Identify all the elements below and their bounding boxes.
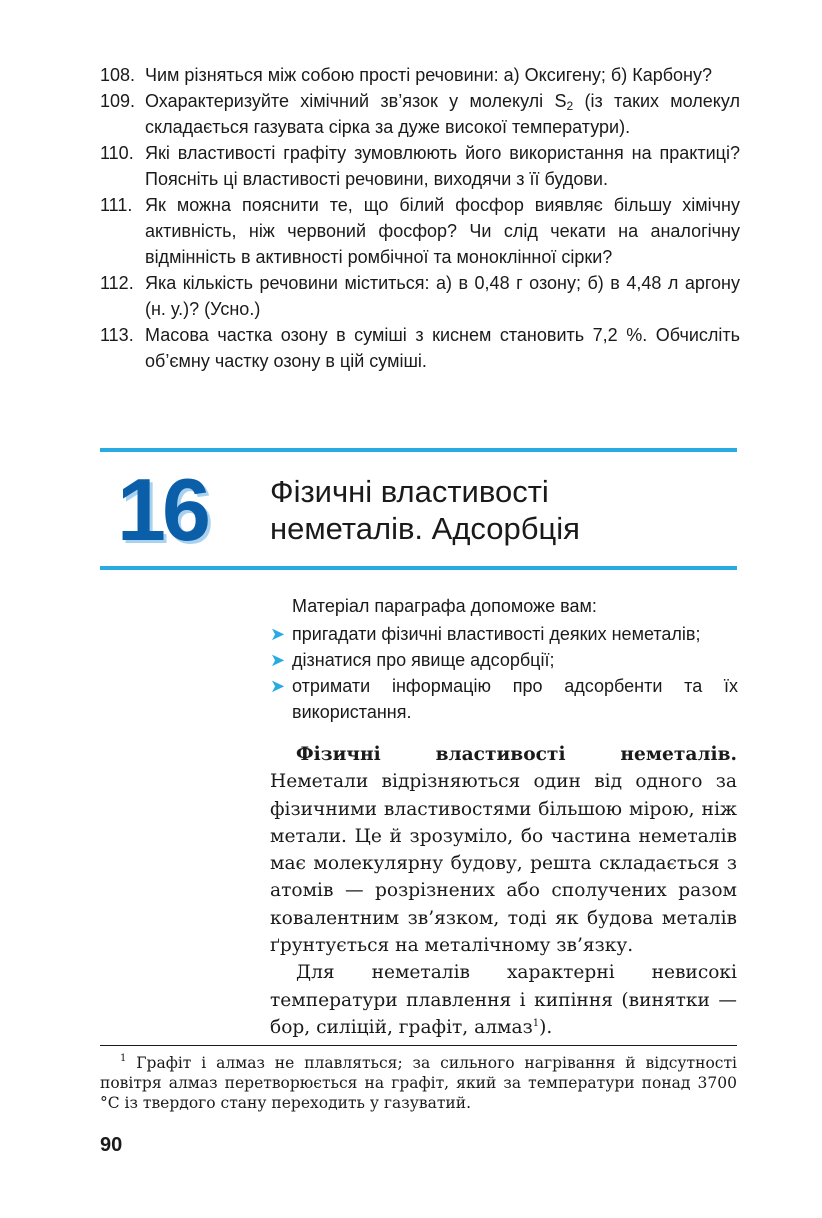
question-text: Які властивості графіту зумовлюють його використання на практиці? Поясніть ці властивості речовини, виходячи з її будови.	[145, 143, 740, 189]
question-list	[100, 62, 740, 374]
objectives-heading: Матеріал параграфа допоможе вам:	[292, 596, 597, 616]
objective-item: ➤ пригадати фізичні властивості деяких неметалів;	[270, 621, 738, 647]
footnote-text: Графіт і алмаз не плавляться; за сильного нагрівання й відсутності повітря алмаз перетворюється на графіт, який за температури понад 3700 °С із твердого стану переходить у газуватий.	[100, 1054, 737, 1112]
chapter-top-rule	[100, 448, 737, 452]
question-item	[100, 88, 740, 140]
paragraph: Фізичні властивості неметалів. Неметали відрізняються один від одного за фізичними властивостями більшою мірою, ніж метали. Це й зрозуміло, бо частина неметалів має молекулярну будову, решта складається з атомів — розрізнених або сполучених разом ковалентним зв’язком, тоді як будова металів ґрунтується на металічному зв’язку.	[270, 744, 737, 957]
chapter-title-line: Фізичні властивості	[270, 474, 549, 509]
footnote	[100, 1053, 737, 1113]
question-number: 109.	[100, 91, 136, 111]
objective-item: ➤ дізнатися про явище адсорбції;	[270, 647, 738, 673]
question-number: 111.	[100, 195, 133, 215]
question-number: 108.	[100, 65, 136, 85]
question-number: 113.	[100, 325, 134, 345]
question-text: Як можна пояснити те, що білий фосфор виявляє більшу хімічну активність, ніж червоний фосфор? Чи слід чекати на аналогічну відмінність в активності ромбічної та моноклінної сірки?	[145, 195, 740, 267]
question-item	[100, 140, 740, 192]
chapter-title-line: неметалів. Адсорбція	[270, 511, 580, 546]
chapter-bottom-rule	[100, 566, 737, 570]
arrow-bullet-icon: ➤	[270, 676, 286, 696]
question-text: Чим різняться між собою прості речовини: а) Оксигену; б) Карбону?	[145, 65, 712, 85]
question-number: 110.	[100, 143, 134, 163]
section-heading: Фізичні властивості неметалів.	[296, 744, 737, 765]
question-text: Охарактеризуйте хімічний зв’язок у молекулі $S_2$ (із таких молекул складається газувата сірка за дуже високої температури).	[145, 91, 740, 137]
subscript: 2	[566, 99, 574, 113]
footnote-rule	[100, 1045, 737, 1046]
page-number: 90	[100, 1134, 123, 1156]
question-number: 112.	[100, 273, 134, 293]
question-text: Масова частка озону в суміші з киснем становить 7,2 %. Обчисліть об’ємну частку озону в цій суміші.	[145, 325, 740, 371]
question-item	[100, 270, 740, 322]
body-text	[270, 741, 737, 1041]
footnote-ref: 1	[532, 1017, 540, 1029]
objective-item: ➤ отримати інформацію про адсорбенти та їх використання.	[270, 673, 738, 725]
question-item	[100, 62, 740, 88]
chapter-title	[270, 473, 730, 547]
objectives-list	[270, 621, 738, 725]
footnote-mark: 1	[120, 1053, 127, 1064]
arrow-bullet-icon: ➤	[270, 624, 286, 644]
question-item	[100, 322, 740, 374]
question-item	[100, 192, 740, 270]
question-text: Яка кількість речовини міститься: а) в 0,48 г озону; б) в 4,48 л аргону (н. у.)? (Усно.)	[145, 273, 740, 319]
paragraph: Для неметалів характерні невисокі температури плавлення і кипіння (винятки — бор, силіцій, графіт, алмаз$^1$).	[270, 962, 737, 1038]
arrow-bullet-icon: ➤	[270, 650, 286, 670]
chapter-number: 16	[117, 460, 207, 559]
